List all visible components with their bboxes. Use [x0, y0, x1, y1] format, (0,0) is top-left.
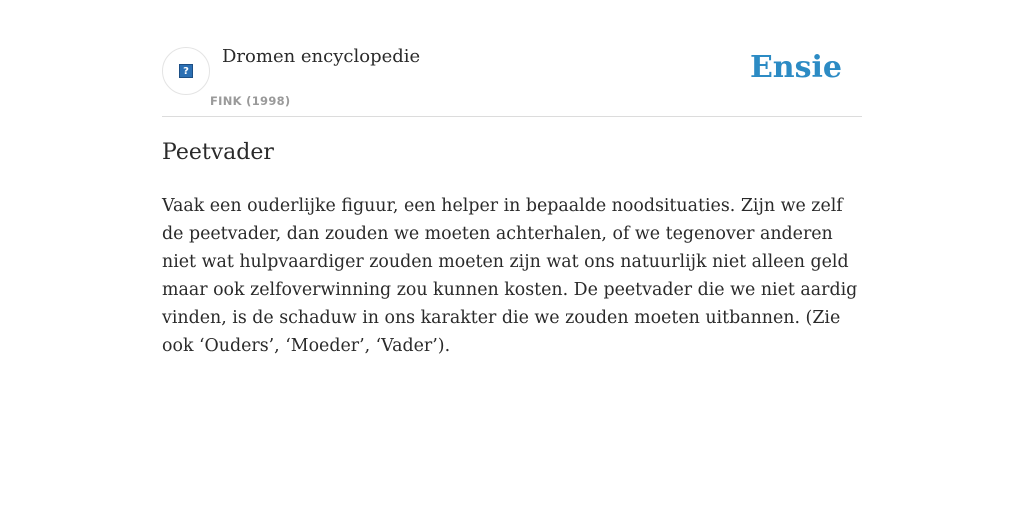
source-avatar[interactable] — [162, 47, 210, 95]
source-title[interactable]: Dromen encyclopedie — [222, 46, 421, 67]
entry-title: Peetvader — [162, 140, 274, 165]
page-container — [162, 0, 862, 356]
question-mark-icon: ? — [179, 64, 193, 78]
source-author: FINK (1998) — [210, 94, 291, 108]
entry-body: Vaak een ouderlijke figuur, een helper in bepaalde noodsituaties. Zijn we zelf de peetvader, dan zouden we moeten achterhalen, of we tegenover anderen niet wat hulpvaardiger zouden moeten zijn wat ons natuurlijk niet alleen geld maar ook zelfoverwinning zou kunnen kosten. De peetvader die we niet aardig vinden, is de schaduw in ons karakter die we zouden moeten uitbannen. (Zie ook ‘Ouders’, ‘Moeder’, ‘Vader’). — [162, 196, 858, 356]
source-header — [162, 0, 862, 117]
ensie-logo[interactable]: Ensie — [749, 50, 842, 85]
